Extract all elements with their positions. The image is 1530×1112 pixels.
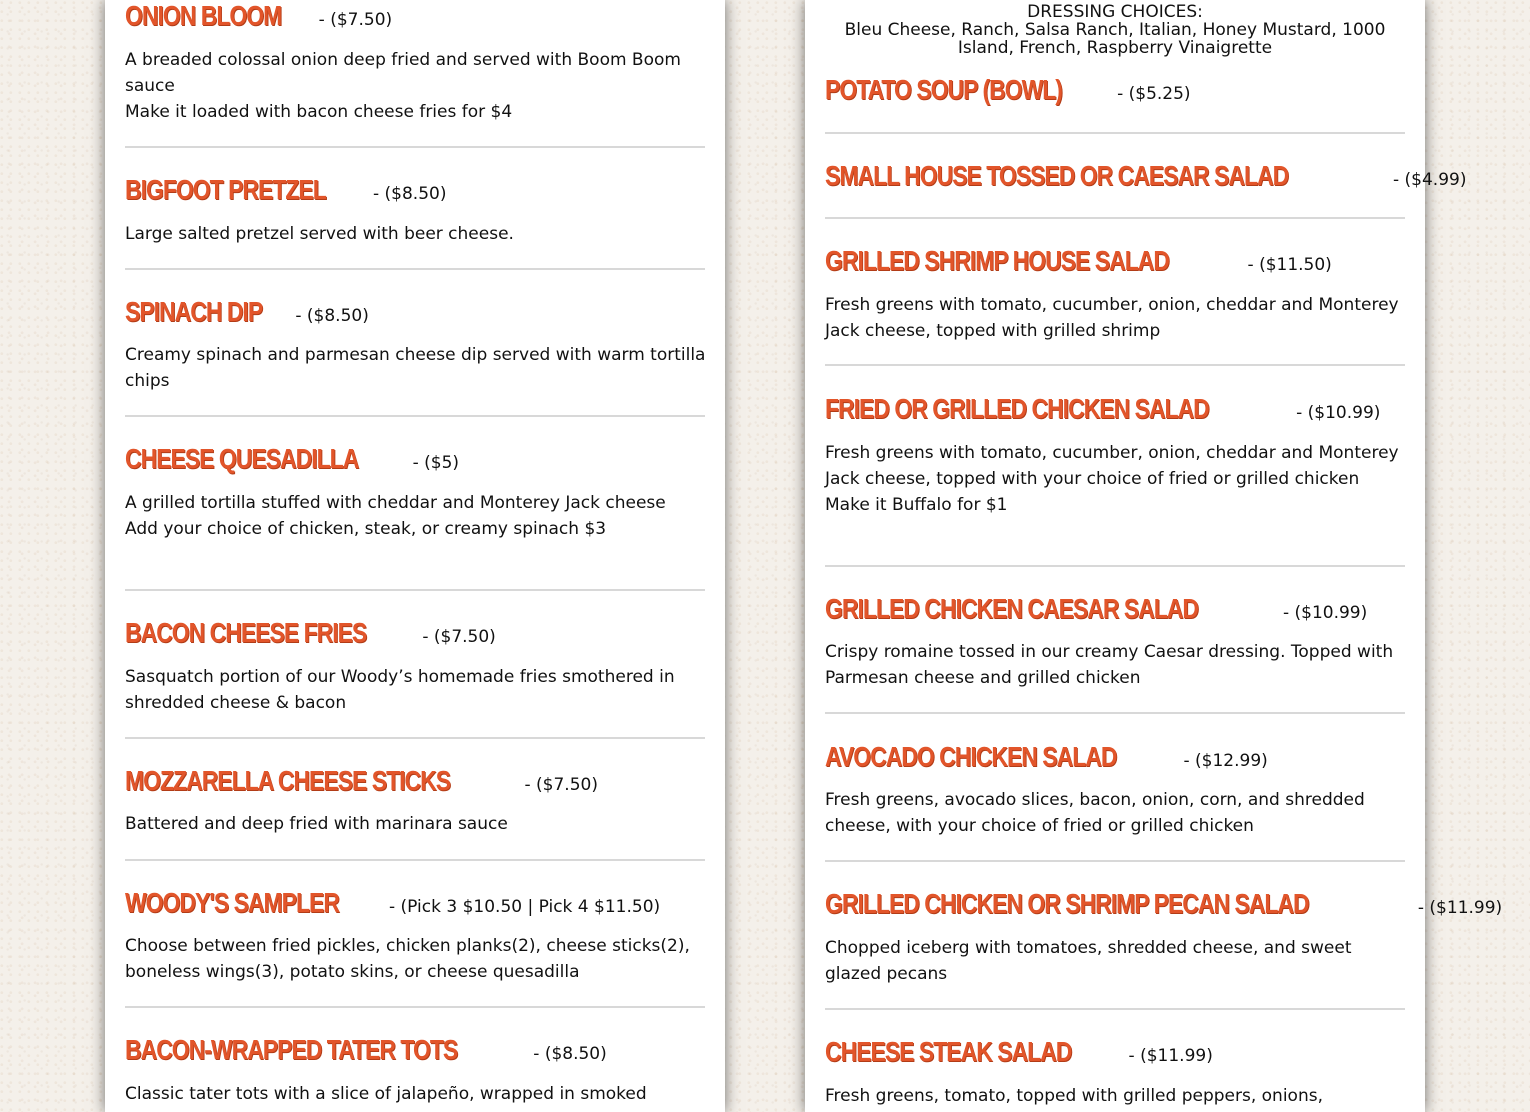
menu-item-description (125, 933, 707, 985)
description-line: Battered and deep fried with marinara sauce (125, 814, 508, 834)
menu-item-name: AVOCADO CHICKEN SALAD (825, 741, 1117, 772)
item-divider (125, 146, 705, 148)
menu-item-title (125, 0, 392, 40)
menu-item-name: SPINACH DIP (125, 296, 263, 327)
description-line: Choose between fried pickles, chicken planks(2), cheese sticks(2), boneless wings(3), potato skins, or cheese quesadilla (125, 936, 690, 982)
item-divider (125, 589, 705, 591)
menu-item-title (125, 1030, 607, 1074)
description-line: A grilled tortilla stuffed with cheddar and Monterey Jack cheese (125, 493, 666, 513)
description-line: Add your choice of chicken, steak, or creamy spinach $3 (125, 519, 607, 539)
item-divider (825, 860, 1405, 862)
menu-item-price: - ($11.99) (1128, 1046, 1213, 1066)
menu-item-title (825, 737, 1268, 781)
menu-item-price: - ($7.50) (318, 10, 393, 30)
menu-item-title (825, 884, 1502, 928)
description-line: Fresh greens with tomato, cucumber, onion, cheddar and Monterey Jack cheese, topped with grilled shrimp (825, 295, 1399, 341)
menu-item-name: BACON CHEESE FRIES (125, 617, 367, 648)
menu-item-description (125, 664, 707, 716)
menu-item-price: - ($5.25) (1117, 84, 1191, 104)
menu-item-name: WOODY'S SAMPLER (125, 887, 339, 918)
menu-item-price: - ($7.50) (422, 627, 496, 647)
item-divider (125, 268, 705, 270)
menu-item-title (125, 292, 369, 336)
menu-item-name: CHEESE STEAK SALAD (825, 1036, 1072, 1067)
item-divider (125, 737, 705, 739)
item-divider (825, 712, 1405, 714)
menu-item-price: - ($10.99) (1282, 603, 1368, 623)
menu-item-name: GRILLED SHRIMP HOUSE SALAD (825, 245, 1169, 276)
description-line: Crispy romaine tossed in our creamy Caesar dressing. Topped with Parmesan cheese and grilled chicken (825, 642, 1394, 688)
menu-item-price: - ($11.50) (1247, 255, 1332, 275)
menu-item-name: BIGFOOT PRETZEL (125, 174, 326, 205)
item-divider (825, 132, 1405, 134)
dressing-list: Bleu Cheese, Ranch, Salsa Ranch, Italian, Honey Mustard, 1000 Island, French, Raspberry Vinaigrette (844, 20, 1386, 58)
menu-item-price: - ($8.50) (533, 1044, 607, 1064)
menu-item-description (825, 292, 1407, 344)
menu-item-price: - ($5) (412, 453, 460, 473)
menu-item-name: FRIED OR GRILLED CHICKEN SALAD (825, 393, 1209, 424)
menu-item-name: POTATO SOUP (BOWL) (825, 74, 1062, 105)
menu-item-description (125, 490, 707, 542)
dressing-heading: DRESSING CHOICES: (1027, 2, 1203, 22)
menu-item-title (125, 883, 660, 927)
menu-item-description (125, 47, 707, 125)
description-line: Fresh greens with tomato, cucumber, onion, cheddar and Monterey Jack cheese, topped with your choice of fried or grilled chicken (825, 443, 1399, 489)
menu-item-title (825, 241, 1332, 285)
menu-item-price: - ($11.99) (1417, 898, 1503, 918)
menu-item-title (825, 589, 1367, 633)
menu-item-name: BACON-WRAPPED TATER TOTS (125, 1034, 458, 1065)
menu-item-name: SMALL HOUSE TOSSED OR CAESAR SALAD (825, 160, 1289, 191)
menu-item-name: MOZZARELLA CHEESE STICKS (125, 765, 451, 796)
description-line: Chopped iceberg with tomatoes, shredded cheese, and sweet glazed pecans (825, 938, 1352, 984)
item-divider (825, 565, 1405, 567)
menu-item-price: - ($10.99) (1296, 403, 1381, 423)
item-divider (125, 415, 705, 417)
menu-item-description (125, 1081, 707, 1107)
menu-item-title (825, 389, 1380, 433)
menu-item-name: CHEESE QUESADILLA (125, 443, 359, 474)
menu-item-name: GRILLED CHICKEN OR SHRIMP PECAN SALAD (825, 888, 1309, 919)
menu-item-title (825, 70, 1191, 114)
dressing-choices (825, 3, 1405, 57)
description-line: Make it Buffalo for $1 (825, 495, 1008, 515)
menu-item-description (125, 342, 707, 394)
menu-item-price: - ($12.99) (1183, 751, 1268, 771)
menu-item-price: - ($8.50) (295, 306, 369, 326)
menu-item-title (825, 1032, 1213, 1076)
menu-item-description (825, 787, 1407, 839)
item-divider (125, 859, 705, 861)
item-divider (125, 1006, 705, 1008)
menu-item-price: - ($4.99) (1393, 170, 1467, 190)
item-divider (825, 364, 1405, 366)
menu-item-title (825, 156, 1466, 200)
appetizers-panel (105, 0, 725, 1112)
item-divider (825, 217, 1405, 219)
description-line: A breaded colossal onion deep fried and served with Boom Boom sauce (125, 50, 681, 96)
soups-salads-panel (805, 0, 1503, 1112)
menu-item-description (825, 440, 1407, 518)
menu-item-title (125, 761, 598, 805)
description-line: Fresh greens, tomato, topped with grilled peppers, onions, (825, 1086, 1323, 1106)
menu-item-price: - (Pick 3 $10.50 | Pick 4 $11.50) (389, 897, 661, 917)
menu-item-title (125, 613, 496, 657)
menu-item-description (825, 935, 1407, 987)
description-line: Large salted pretzel served with beer cheese. (125, 224, 514, 244)
menu-item-description (825, 639, 1407, 691)
menu-item-title (125, 170, 446, 214)
menu-item-title (125, 439, 459, 483)
description-line: Make it loaded with bacon cheese fries for $4 (125, 102, 513, 122)
menu-item-description (825, 1083, 1407, 1109)
description-line: Creamy spinach and parmesan cheese dip served with warm tortilla chips (125, 345, 706, 391)
item-divider (825, 1008, 1405, 1010)
menu-item-description (125, 811, 707, 837)
menu-item-price: - ($7.50) (524, 775, 598, 795)
menu-item-description (125, 221, 707, 247)
menu-item-name: ONION BLOOM (125, 0, 282, 31)
description-line: Fresh greens, avocado slices, bacon, onion, corn, and shredded cheese, with your choice of fried or grilled chicken (825, 790, 1365, 836)
menu-item-price: - ($8.50) (372, 184, 447, 204)
description-line: Sasquatch portion of our Woody’s homemade fries smothered in shredded cheese & bacon (125, 667, 675, 713)
menu-item-name: GRILLED CHICKEN CAESAR SALAD (825, 593, 1198, 624)
description-line: Classic tater tots with a slice of jalapeño, wrapped in smoked (125, 1084, 647, 1104)
